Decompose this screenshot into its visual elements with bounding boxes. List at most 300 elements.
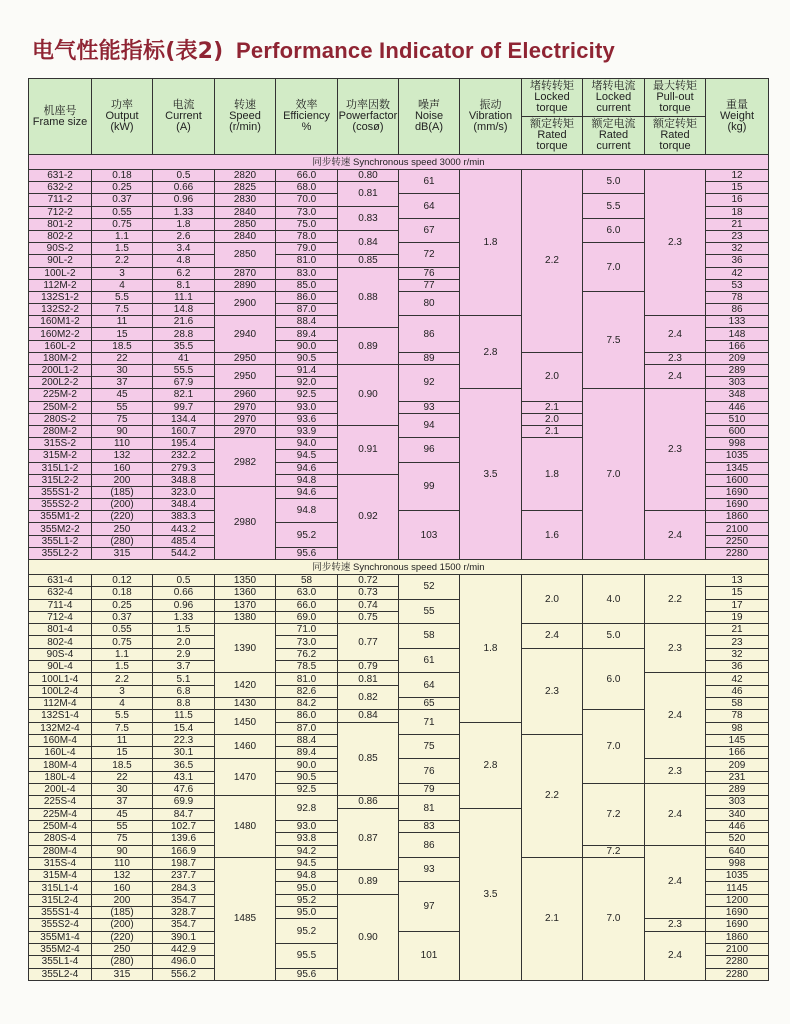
cell-pf: 0.89 bbox=[338, 870, 399, 895]
section-3000rpm bbox=[29, 155, 769, 560]
cell-pullout: 2.4 bbox=[645, 316, 706, 353]
cell-speed: 2970 bbox=[215, 401, 276, 413]
cell-pf: 0.86 bbox=[338, 796, 399, 808]
cell-output: 1.1 bbox=[92, 648, 153, 660]
cell-output: 0.75 bbox=[92, 218, 153, 230]
cell-current: 1.8 bbox=[153, 218, 215, 230]
cell-weight: 2280 bbox=[706, 968, 769, 980]
cell-output: (280) bbox=[92, 535, 153, 547]
cell-weight: 446 bbox=[706, 401, 769, 413]
cell-pf: 0.84 bbox=[338, 230, 399, 254]
cell-pullout: 2.4 bbox=[645, 784, 706, 845]
cell-speed: 2830 bbox=[215, 194, 276, 206]
cell-current: 1.33 bbox=[153, 611, 215, 623]
header-rated-torque: 额定转矩 Rated torque bbox=[522, 117, 583, 155]
cell-weight: 17 bbox=[706, 599, 769, 611]
cell-current: 22.3 bbox=[153, 734, 215, 746]
cell-frame: 280S-2 bbox=[29, 413, 92, 425]
cell-noise: 76 bbox=[399, 759, 460, 784]
cell-weight: 36 bbox=[706, 661, 769, 673]
cell-frame: 280M-2 bbox=[29, 425, 92, 437]
cell-locked-torque: 1.6 bbox=[522, 511, 583, 560]
cell-efficiency: 94.5 bbox=[276, 450, 338, 462]
cell-current: 485.4 bbox=[153, 535, 215, 547]
cell-current: 1.33 bbox=[153, 206, 215, 218]
cell-weight: 998 bbox=[706, 438, 769, 450]
cell-efficiency: 94.5 bbox=[276, 857, 338, 869]
cell-output: 132 bbox=[92, 450, 153, 462]
cell-frame: 632-4 bbox=[29, 587, 92, 599]
cell-weight: 1860 bbox=[706, 511, 769, 523]
cell-output: 11 bbox=[92, 734, 153, 746]
cell-output: 37 bbox=[92, 796, 153, 808]
cell-frame: 132S2-2 bbox=[29, 304, 92, 316]
header-efficiency: 效率 Efficiency % bbox=[276, 79, 338, 155]
header-powerfactor: 功率因数 Powerfactor (cosø) bbox=[338, 79, 399, 155]
cell-efficiency: 87.0 bbox=[276, 304, 338, 316]
cell-efficiency: 85.0 bbox=[276, 279, 338, 291]
cell-output: 200 bbox=[92, 894, 153, 906]
cell-noise: 96 bbox=[399, 438, 460, 462]
cell-weight: 21 bbox=[706, 218, 769, 230]
cell-locked-torque: 2.2 bbox=[522, 734, 583, 857]
cell-output: 75 bbox=[92, 413, 153, 425]
cell-frame: 160L-4 bbox=[29, 747, 92, 759]
cell-noise: 77 bbox=[399, 279, 460, 291]
header-frame-size: 机座号 Frame size bbox=[29, 79, 92, 155]
cell-noise: 75 bbox=[399, 734, 460, 759]
cell-output: (200) bbox=[92, 919, 153, 931]
table-row bbox=[29, 316, 769, 328]
cell-frame: 315L2-2 bbox=[29, 474, 92, 486]
cell-efficiency: 76.2 bbox=[276, 648, 338, 660]
header-weight: 重量 Weight (kg) bbox=[706, 79, 769, 155]
cell-output: 250 bbox=[92, 943, 153, 955]
cell-locked-current: 7.0 bbox=[583, 243, 645, 292]
cell-frame: 631-4 bbox=[29, 575, 92, 587]
cell-frame: 160M2-2 bbox=[29, 328, 92, 340]
cell-current: 328.7 bbox=[153, 907, 215, 919]
header-speed: 转速 Speed (r/min) bbox=[215, 79, 276, 155]
cell-efficiency: 88.4 bbox=[276, 734, 338, 746]
page-title bbox=[32, 34, 615, 65]
cell-frame: 632-2 bbox=[29, 182, 92, 194]
cell-efficiency: 94.8 bbox=[276, 474, 338, 486]
cell-output: 110 bbox=[92, 438, 153, 450]
cell-noise: 64 bbox=[399, 673, 460, 698]
cell-efficiency: 86.0 bbox=[276, 291, 338, 303]
cell-efficiency: 75.0 bbox=[276, 218, 338, 230]
cell-current: 5.1 bbox=[153, 673, 215, 685]
cell-output: 0.25 bbox=[92, 599, 153, 611]
cell-efficiency: 78.5 bbox=[276, 661, 338, 673]
cell-current: 0.96 bbox=[153, 194, 215, 206]
cell-current: 69.9 bbox=[153, 796, 215, 808]
cell-output: 45 bbox=[92, 808, 153, 820]
cell-current: 348.8 bbox=[153, 474, 215, 486]
cell-efficiency: 94.6 bbox=[276, 486, 338, 498]
cell-frame: 180L-4 bbox=[29, 771, 92, 783]
cell-noise: 86 bbox=[399, 833, 460, 858]
cell-frame: 160L-2 bbox=[29, 340, 92, 352]
cell-frame: 355M1-2 bbox=[29, 511, 92, 523]
cell-efficiency: 95.0 bbox=[276, 907, 338, 919]
cell-output: 55 bbox=[92, 401, 153, 413]
cell-frame: 802-2 bbox=[29, 230, 92, 242]
cell-weight: 303 bbox=[706, 796, 769, 808]
cell-output: 0.18 bbox=[92, 170, 153, 182]
cell-locked-current: 7.2 bbox=[583, 784, 645, 845]
cell-frame: 250M-2 bbox=[29, 401, 92, 413]
cell-current: 348.4 bbox=[153, 499, 215, 511]
cell-current: 544.2 bbox=[153, 547, 215, 559]
cell-frame: 90L-4 bbox=[29, 661, 92, 673]
cell-frame: 355S1-2 bbox=[29, 486, 92, 498]
cell-efficiency: 94.6 bbox=[276, 462, 338, 474]
cell-weight: 1345 bbox=[706, 462, 769, 474]
cell-efficiency: 92.8 bbox=[276, 796, 338, 821]
cell-pf: 0.80 bbox=[338, 170, 399, 182]
cell-noise: 55 bbox=[399, 599, 460, 624]
cell-frame: 132S1-2 bbox=[29, 291, 92, 303]
cell-weight: 16 bbox=[706, 194, 769, 206]
cell-current: 0.5 bbox=[153, 575, 215, 587]
cell-speed: 2890 bbox=[215, 279, 276, 291]
cell-output: 0.55 bbox=[92, 624, 153, 636]
cell-pf: 0.88 bbox=[338, 267, 399, 328]
cell-weight: 998 bbox=[706, 857, 769, 869]
header-output: 功率 Output (kW) bbox=[92, 79, 153, 155]
cell-weight: 600 bbox=[706, 425, 769, 437]
cell-weight: 12 bbox=[706, 170, 769, 182]
cell-speed: 2850 bbox=[215, 218, 276, 230]
cell-output: 1.5 bbox=[92, 661, 153, 673]
cell-current: 47.6 bbox=[153, 784, 215, 796]
cell-frame: 90S-4 bbox=[29, 648, 92, 660]
cell-noise: 101 bbox=[399, 931, 460, 980]
cell-noise: 64 bbox=[399, 194, 460, 218]
cell-pf: 0.92 bbox=[338, 474, 399, 559]
cell-speed: 2970 bbox=[215, 425, 276, 437]
cell-current: 284.3 bbox=[153, 882, 215, 894]
cell-frame: 355S1-4 bbox=[29, 907, 92, 919]
cell-frame: 315M-2 bbox=[29, 450, 92, 462]
cell-weight: 42 bbox=[706, 673, 769, 685]
cell-locked-torque: 2.1 bbox=[522, 857, 583, 980]
cell-frame: 802-4 bbox=[29, 636, 92, 648]
cell-output: 0.75 bbox=[92, 636, 153, 648]
cell-noise: 97 bbox=[399, 882, 460, 931]
cell-current: 0.96 bbox=[153, 599, 215, 611]
cell-efficiency: 90.0 bbox=[276, 340, 338, 352]
cell-weight: 446 bbox=[706, 820, 769, 832]
cell-frame: 711-4 bbox=[29, 599, 92, 611]
cell-noise: 93 bbox=[399, 857, 460, 882]
cell-frame: 132S1-4 bbox=[29, 710, 92, 722]
cell-output: (220) bbox=[92, 931, 153, 943]
cell-output: 30 bbox=[92, 784, 153, 796]
cell-frame: 100L1-4 bbox=[29, 673, 92, 685]
cell-speed: 2900 bbox=[215, 291, 276, 315]
cell-output: 30 bbox=[92, 365, 153, 377]
cell-weight: 42 bbox=[706, 267, 769, 279]
cell-output: 3 bbox=[92, 685, 153, 697]
cell-weight: 166 bbox=[706, 747, 769, 759]
cell-frame: 315S-4 bbox=[29, 857, 92, 869]
cell-efficiency: 89.4 bbox=[276, 747, 338, 759]
cell-speed: 1460 bbox=[215, 734, 276, 759]
header-locked-current: 堵转电流 Locked current bbox=[583, 79, 645, 117]
cell-current: 6.2 bbox=[153, 267, 215, 279]
cell-efficiency: 93.0 bbox=[276, 401, 338, 413]
cell-output: 37 bbox=[92, 377, 153, 389]
cell-frame: 712-2 bbox=[29, 206, 92, 218]
cell-frame: 315L2-4 bbox=[29, 894, 92, 906]
cell-weight: 1035 bbox=[706, 870, 769, 882]
cell-efficiency: 92.5 bbox=[276, 389, 338, 401]
cell-output: 55 bbox=[92, 820, 153, 832]
cell-current: 30.1 bbox=[153, 747, 215, 759]
header-noise: 噪声 Noise dB(A) bbox=[399, 79, 460, 155]
cell-weight: 23 bbox=[706, 230, 769, 242]
cell-output: (185) bbox=[92, 907, 153, 919]
cell-efficiency: 88.4 bbox=[276, 316, 338, 328]
cell-weight: 231 bbox=[706, 771, 769, 783]
cell-pf: 0.87 bbox=[338, 808, 399, 869]
cell-weight: 2280 bbox=[706, 956, 769, 968]
cell-current: 99.7 bbox=[153, 401, 215, 413]
cell-output: 315 bbox=[92, 547, 153, 559]
cell-output: 1.1 bbox=[92, 230, 153, 242]
cell-weight: 1860 bbox=[706, 931, 769, 943]
cell-efficiency: 78.0 bbox=[276, 230, 338, 242]
cell-current: 102.7 bbox=[153, 820, 215, 832]
cell-vibration: 2.8 bbox=[460, 722, 522, 808]
cell-current: 6.8 bbox=[153, 685, 215, 697]
cell-frame: 315S-2 bbox=[29, 438, 92, 450]
header-current: 电流 Current (A) bbox=[153, 79, 215, 155]
cell-output: 5.5 bbox=[92, 291, 153, 303]
cell-speed: 1430 bbox=[215, 697, 276, 709]
cell-weight: 46 bbox=[706, 685, 769, 697]
cell-vibration: 3.5 bbox=[460, 808, 522, 980]
cell-locked-current: 6.0 bbox=[583, 218, 645, 242]
cell-efficiency: 90.5 bbox=[276, 352, 338, 364]
cell-weight: 2250 bbox=[706, 535, 769, 547]
cell-pullout: 2.3 bbox=[645, 919, 706, 931]
cell-weight: 98 bbox=[706, 722, 769, 734]
cell-output: 3 bbox=[92, 267, 153, 279]
cell-output: 5.5 bbox=[92, 710, 153, 722]
cell-frame: 180M-2 bbox=[29, 352, 92, 364]
cell-efficiency: 92.5 bbox=[276, 784, 338, 796]
cell-current: 166.9 bbox=[153, 845, 215, 857]
cell-frame: 355L2-4 bbox=[29, 968, 92, 980]
cell-pullout: 2.4 bbox=[645, 365, 706, 389]
cell-noise: 93 bbox=[399, 401, 460, 413]
cell-frame: 280S-4 bbox=[29, 833, 92, 845]
cell-pullout: 2.3 bbox=[645, 624, 706, 673]
cell-locked-torque: 2.0 bbox=[522, 352, 583, 401]
cell-current: 82.1 bbox=[153, 389, 215, 401]
header-rated-torque-2: 额定转矩 Rated torque bbox=[645, 117, 706, 155]
cell-pf: 0.85 bbox=[338, 722, 399, 796]
cell-frame: 355S2-4 bbox=[29, 919, 92, 931]
cell-frame: 225S-4 bbox=[29, 796, 92, 808]
cell-current: 383.3 bbox=[153, 511, 215, 523]
cell-output: 0.18 bbox=[92, 587, 153, 599]
cell-current: 67.9 bbox=[153, 377, 215, 389]
cell-weight: 86 bbox=[706, 304, 769, 316]
cell-weight: 640 bbox=[706, 845, 769, 857]
cell-current: 195.4 bbox=[153, 438, 215, 450]
cell-frame: 315L1-4 bbox=[29, 882, 92, 894]
cell-weight: 18 bbox=[706, 206, 769, 218]
cell-current: 14.8 bbox=[153, 304, 215, 316]
cell-pullout: 2.4 bbox=[645, 511, 706, 560]
cell-efficiency: 66.0 bbox=[276, 170, 338, 182]
table-row bbox=[29, 759, 769, 771]
cell-locked-current: 7.0 bbox=[583, 389, 645, 560]
cell-locked-current: 6.0 bbox=[583, 648, 645, 709]
cell-noise: 52 bbox=[399, 575, 460, 600]
cell-efficiency: 69.0 bbox=[276, 611, 338, 623]
cell-frame: 132M2-4 bbox=[29, 722, 92, 734]
cell-current: 1.5 bbox=[153, 624, 215, 636]
table-header bbox=[29, 79, 769, 155]
cell-current: 2.6 bbox=[153, 230, 215, 242]
cell-frame: 90S-2 bbox=[29, 243, 92, 255]
cell-frame: 355L1-4 bbox=[29, 956, 92, 968]
cell-locked-current: 7.0 bbox=[583, 710, 645, 784]
cell-weight: 289 bbox=[706, 784, 769, 796]
cell-efficiency: 81.0 bbox=[276, 255, 338, 267]
cell-output: (220) bbox=[92, 511, 153, 523]
cell-efficiency: 95.6 bbox=[276, 547, 338, 559]
cell-output: 160 bbox=[92, 462, 153, 474]
cell-pf: 0.77 bbox=[338, 624, 399, 661]
cell-efficiency: 95.0 bbox=[276, 882, 338, 894]
cell-weight: 303 bbox=[706, 377, 769, 389]
cell-current: 443.2 bbox=[153, 523, 215, 535]
cell-locked-current: 5.5 bbox=[583, 194, 645, 218]
cell-pf: 0.79 bbox=[338, 661, 399, 673]
cell-current: 279.3 bbox=[153, 462, 215, 474]
cell-output: 2.2 bbox=[92, 673, 153, 685]
cell-current: 4.8 bbox=[153, 255, 215, 267]
table-row bbox=[29, 931, 769, 943]
cell-weight: 1145 bbox=[706, 882, 769, 894]
cell-locked-current: 7.0 bbox=[583, 857, 645, 980]
cell-output: 110 bbox=[92, 857, 153, 869]
cell-weight: 340 bbox=[706, 808, 769, 820]
cell-noise: 103 bbox=[399, 511, 460, 560]
cell-speed: 2950 bbox=[215, 365, 276, 389]
cell-output: 18.5 bbox=[92, 340, 153, 352]
cell-pullout: 2.3 bbox=[645, 759, 706, 784]
cell-frame: 355S2-2 bbox=[29, 499, 92, 511]
cell-locked-current: 7.5 bbox=[583, 291, 645, 389]
cell-frame: 200L1-2 bbox=[29, 365, 92, 377]
cell-noise: 61 bbox=[399, 170, 460, 194]
table-row bbox=[29, 784, 769, 796]
cell-noise: 79 bbox=[399, 784, 460, 796]
cell-output: 315 bbox=[92, 968, 153, 980]
cell-noise: 61 bbox=[399, 648, 460, 673]
header-pullout-torque: 最大转矩 Pull-out torque bbox=[645, 79, 706, 117]
cell-noise: 72 bbox=[399, 243, 460, 267]
cell-frame: 355M1-4 bbox=[29, 931, 92, 943]
cell-output: (185) bbox=[92, 486, 153, 498]
cell-speed: 2960 bbox=[215, 389, 276, 401]
cell-current: 0.5 bbox=[153, 170, 215, 182]
cell-output: 90 bbox=[92, 845, 153, 857]
table-row bbox=[29, 575, 769, 587]
cell-current: 354.7 bbox=[153, 919, 215, 931]
cell-output: 200 bbox=[92, 474, 153, 486]
cell-locked-torque: 2.1 bbox=[522, 425, 583, 437]
cell-pullout: 2.3 bbox=[645, 352, 706, 364]
cell-weight: 348 bbox=[706, 389, 769, 401]
cell-weight: 1200 bbox=[706, 894, 769, 906]
title-cn: 电气性能指标(表2) bbox=[32, 39, 224, 64]
cell-output: 90 bbox=[92, 425, 153, 437]
cell-pf: 0.91 bbox=[338, 425, 399, 474]
cell-speed: 2950 bbox=[215, 352, 276, 364]
cell-weight: 145 bbox=[706, 734, 769, 746]
cell-current: 237.7 bbox=[153, 870, 215, 882]
table-row bbox=[29, 365, 769, 377]
cell-locked-torque: 2.2 bbox=[522, 170, 583, 353]
cell-efficiency: 82.6 bbox=[276, 685, 338, 697]
cell-pf: 0.82 bbox=[338, 685, 399, 710]
cell-output: 1.5 bbox=[92, 243, 153, 255]
header-vibration: 振动 Vibration (mm/s) bbox=[460, 79, 522, 155]
cell-current: 8.1 bbox=[153, 279, 215, 291]
cell-efficiency: 86.0 bbox=[276, 710, 338, 722]
cell-weight: 15 bbox=[706, 587, 769, 599]
cell-noise: 58 bbox=[399, 624, 460, 649]
cell-noise: 76 bbox=[399, 267, 460, 279]
cell-weight: 23 bbox=[706, 636, 769, 648]
cell-current: 84.7 bbox=[153, 808, 215, 820]
header-locked-torque: 堵转转矩 Locked torque bbox=[522, 79, 583, 117]
cell-weight: 1690 bbox=[706, 919, 769, 931]
cell-speed: 1350 bbox=[215, 575, 276, 587]
cell-pf: 0.83 bbox=[338, 206, 399, 230]
cell-speed: 1470 bbox=[215, 759, 276, 796]
cell-locked-torque: 2.3 bbox=[522, 648, 583, 734]
cell-efficiency: 94.8 bbox=[276, 499, 338, 523]
cell-current: 354.7 bbox=[153, 894, 215, 906]
cell-pullout: 2.2 bbox=[645, 575, 706, 624]
cell-frame: 112M-2 bbox=[29, 279, 92, 291]
cell-efficiency: 84.2 bbox=[276, 697, 338, 709]
cell-current: 15.4 bbox=[153, 722, 215, 734]
cell-output: 0.55 bbox=[92, 206, 153, 218]
table-row bbox=[29, 624, 769, 636]
cell-current: 55.5 bbox=[153, 365, 215, 377]
cell-vibration: 3.5 bbox=[460, 389, 522, 560]
cell-speed: 2980 bbox=[215, 486, 276, 559]
cell-efficiency: 94.8 bbox=[276, 870, 338, 882]
cell-current: 0.66 bbox=[153, 182, 215, 194]
cell-speed: 2825 bbox=[215, 182, 276, 194]
cell-frame: 225M-4 bbox=[29, 808, 92, 820]
cell-current: 21.6 bbox=[153, 316, 215, 328]
cell-efficiency: 68.0 bbox=[276, 182, 338, 194]
cell-pullout: 2.3 bbox=[645, 170, 706, 316]
